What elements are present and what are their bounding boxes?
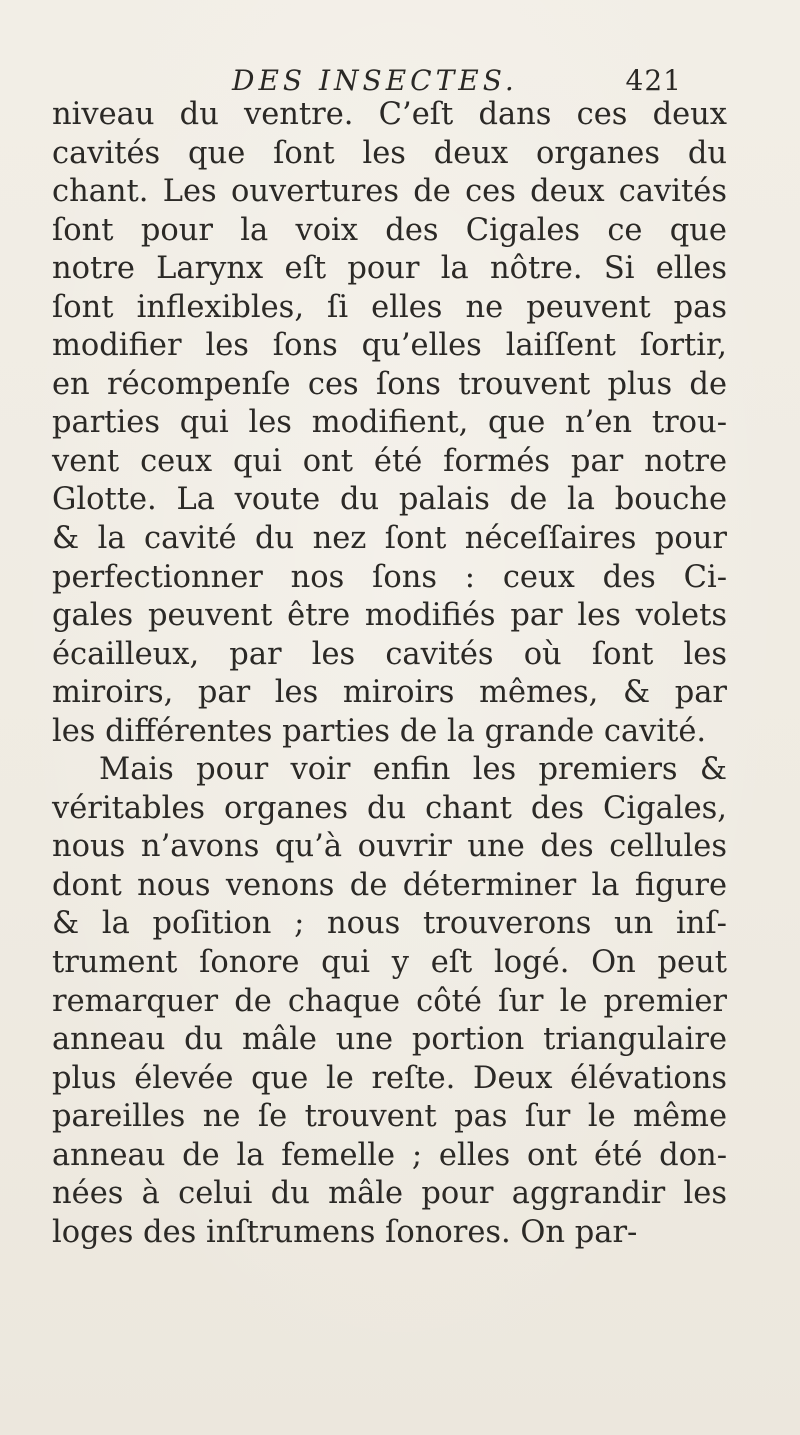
page-number: 421 [625, 64, 682, 97]
text-line: anneau du mâle une portion triangulaire [52, 1022, 727, 1058]
text-line: pareilles ne ſe trouvent pas ſur le même [52, 1099, 727, 1135]
text-line: ſont inflexibles, ſi elles ne peuvent pas [52, 289, 727, 325]
text-line: dont nous venons de déterminer la figure [52, 867, 727, 903]
text-line: cavités que ſont les deux organes du [52, 135, 727, 171]
text-line: niveau du ventre. C’eſt dans ces deux [52, 97, 727, 132]
text-line: gales peuvent être modifiés par les volets [52, 598, 727, 634]
text-line: chant. Les ouvertures de ces deux cavités [52, 174, 727, 210]
running-title: DES INSECTES. [232, 64, 518, 97]
text-line-paragraph-start: Mais pour voir enfin les premiers & [99, 752, 727, 788]
text-line: remarquer de chaque côté ſur le premier [52, 983, 727, 1019]
text-line: notre Larynx eſt pour la nôtre. Si elles [52, 251, 727, 287]
text-line: perfectionner nos ſons : ceux des Ci- [52, 559, 727, 595]
text-line: les différentes parties de la grande cavité. [52, 713, 707, 749]
text-line: loges des inſtrumens ſonores. On par- [52, 1214, 638, 1250]
text-line: & la cavité du nez ſont néceſſaires pour [52, 521, 727, 557]
text-line: ſont pour la voix des Cigales ce que [52, 212, 727, 248]
text-line: plus élevée que le reſte. Deux élévations [52, 1060, 727, 1096]
text-line: parties qui les modifient, que n’en trou- [52, 405, 727, 441]
text-line: nées à celui du mâle pour aggrandir les [52, 1176, 727, 1212]
text-line: modifier les ſons qu’elles laiſſent ſortir, [52, 328, 727, 364]
text-line: Glotte. La voute du palais de la bouche [52, 482, 727, 518]
text-line: trument ſonore qui y eſt logé. On peut [52, 945, 727, 981]
text-line: anneau de la femelle ; elles ont été don- [52, 1137, 727, 1173]
text-line: véritables organes du chant des Cigales, [52, 790, 727, 826]
body-text [52, 96, 727, 1252]
text-line: écailleux, par les cavités où ſont les [52, 636, 727, 672]
text-line: nous n’avons qu’à ouvrir une des cellules [52, 829, 727, 865]
text-line: en récompenſe ces ſons trouvent plus de [52, 366, 727, 402]
text-line: vent ceux qui ont été formés par notre [52, 443, 727, 479]
text-line: & la poſition ; nous trouverons un inſ- [52, 906, 727, 942]
text-line: miroirs, par les miroirs mêmes, & par [52, 675, 727, 711]
